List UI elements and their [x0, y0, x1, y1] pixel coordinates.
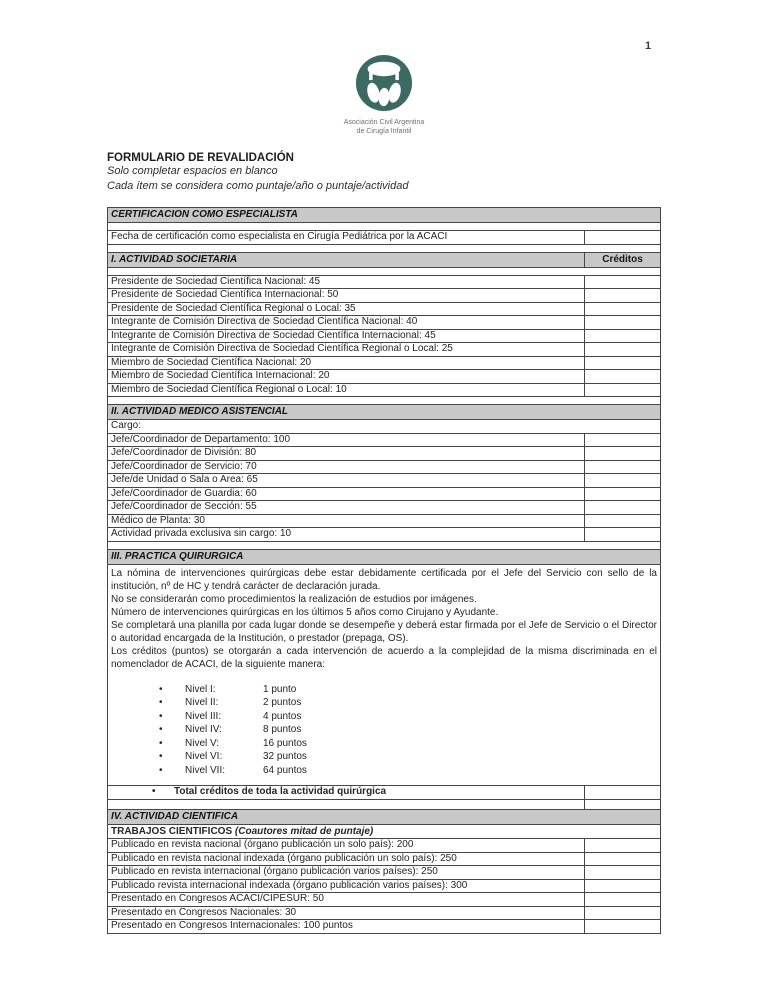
credit-input-cell[interactable]	[584, 786, 660, 799]
row-label: Publicado en revista nacional (órgano publicación un solo país): 200	[111, 839, 414, 850]
credit-input-cell[interactable]	[584, 447, 660, 460]
form-row	[108, 893, 660, 907]
row-label: Actividad privada exclusiva sin cargo: 10	[111, 528, 292, 539]
nivel-item	[111, 764, 657, 778]
form-row	[108, 474, 660, 488]
credit-input-cell[interactable]	[584, 461, 660, 474]
row-label: Integrante de Comisión Directiva de Sociedad Científica Nacional: 40	[111, 316, 418, 327]
bullet-icon: •	[159, 697, 163, 708]
total-creditos-row	[108, 786, 660, 800]
nivel-label: Nivel II:	[185, 697, 219, 708]
row-label: Publicado en revista nacional indexada (órgano publicación un solo país): 250	[111, 852, 457, 864]
acaci-logo-icon	[355, 54, 413, 117]
subheader-label-cell	[108, 825, 660, 839]
credit-input-cell[interactable]	[584, 357, 660, 370]
spacer-row	[108, 223, 660, 231]
document-title: FORMULARIO DE REVALIDACIÓN	[107, 152, 294, 164]
form-row	[108, 343, 660, 357]
practica-quirurgica-text	[108, 565, 660, 787]
credit-input-cell[interactable]	[584, 384, 660, 397]
credit-input-cell[interactable]	[584, 853, 660, 866]
row-label: Presidente de Sociedad Científica Nacional: 45	[111, 275, 321, 287]
practica-paragraph: No se considerarán como procedimientos la realización de estudios por imágenes.	[111, 593, 477, 605]
nivel-label: Nivel VII:	[185, 764, 226, 776]
form-row	[108, 384, 660, 398]
form-row	[108, 289, 660, 303]
logo-block	[0, 54, 768, 136]
credit-input-cell[interactable]	[584, 920, 660, 933]
form-row	[108, 447, 660, 461]
section-header-actividad-medico	[108, 405, 660, 420]
section-header-label: I. ACTIVIDAD SOCIETARIA	[111, 253, 238, 265]
subheader-bold-text: TRABAJOS CIENTIFICOS	[111, 825, 235, 837]
empty-form-row	[108, 800, 660, 810]
nivel-label: Nivel IV:	[185, 724, 222, 735]
form-row	[108, 316, 660, 330]
row-label: Jefe/de Unidad o Sala o Area: 65	[111, 474, 258, 485]
credit-input-cell[interactable]	[584, 501, 660, 514]
trabajos-cientificos-subheader	[108, 825, 660, 840]
nivel-item	[111, 723, 657, 737]
practica-paragraph: Los créditos (puntos) se otorgarán a cada intervención de acuerdo a la complejidad de la misma discriminada en el nomenclador de ACACI, de la siguiente manera:	[111, 645, 657, 670]
row-label: Cargo:	[111, 420, 142, 431]
form-row	[108, 303, 660, 317]
form-row	[108, 839, 660, 853]
row-label: Jefe/Coordinador de Departamento: 100	[111, 433, 291, 445]
spacer-row	[108, 268, 660, 276]
credit-input-cell[interactable]	[584, 231, 660, 244]
form-row	[108, 907, 660, 921]
credit-input-cell[interactable]	[584, 880, 660, 893]
row-label: Miembro de Sociedad Científica Internacional: 20	[111, 370, 330, 381]
credit-input-cell[interactable]	[584, 488, 660, 501]
section-header-actividad-cientifica	[108, 810, 660, 825]
form-row	[108, 330, 660, 344]
bullet-icon: •	[159, 737, 163, 749]
logo-caption	[344, 119, 425, 136]
section-header-practica-quirurgica	[108, 550, 660, 565]
page-number: 1	[645, 40, 652, 52]
nivel-label: Nivel VI:	[185, 751, 223, 762]
spacer-row	[108, 245, 660, 253]
section-header-label: IV. ACTIVIDAD CIENTIFICA	[111, 810, 239, 822]
bullet-icon: •	[152, 786, 156, 797]
nivel-item	[111, 683, 657, 697]
document-note-2: Cada ítem se considera como puntaje/año o puntaje/actividad	[107, 180, 409, 192]
nivel-points: 16 puntos	[263, 737, 307, 749]
nivel-label: Nivel V:	[185, 737, 220, 749]
section-header-label: CERTIFICACION COMO ESPECIALISTA	[111, 209, 298, 220]
form-row	[108, 853, 660, 867]
credit-input-cell[interactable]	[584, 866, 660, 879]
section-header-certificacion	[108, 208, 660, 223]
row-label: Presidente de Sociedad Científica Internacional: 50	[111, 289, 339, 300]
form-row	[108, 880, 660, 894]
form-row	[108, 488, 660, 502]
credit-input-cell[interactable]	[584, 370, 660, 383]
logo-caption-line2: de Cirugía Infantil	[356, 127, 412, 135]
practica-paragraph: Se completará una planilla por cada lugar donde se desempeñe y deberá estar firmada por el Jefe de Servicio o el Director o autoridad encargada de la Institución, o prestador (prepaga, OS).	[111, 619, 657, 644]
row-label: Presentado en Congresos ACACI/CIPESUR: 50	[111, 893, 324, 904]
nivel-points-list	[111, 683, 657, 778]
document-content	[107, 152, 661, 934]
row-label: Publicado revista internacional indexada (órgano publicación varios países): 300	[111, 879, 468, 891]
credit-input-cell[interactable]	[584, 316, 660, 329]
section-header-label: II. ACTIVIDAD MEDICO ASISTENCIAL	[111, 406, 289, 417]
form-row	[108, 434, 660, 448]
credit-input-cell[interactable]	[584, 528, 660, 541]
bullet-icon: •	[159, 751, 163, 762]
subheader-italic-text: (Coautores mitad de puntaje)	[234, 825, 374, 837]
cargo-row	[108, 420, 660, 434]
nivel-label: Nivel III:	[185, 710, 222, 722]
spacer-row	[108, 542, 660, 550]
row-label: Jefe/Coordinador de Guardia: 60	[111, 487, 257, 499]
row-label: Médico de Planta: 30	[111, 514, 205, 526]
form-row	[108, 357, 660, 371]
row-label: Jefe/Coordinador de Servicio: 70	[111, 460, 257, 472]
credit-input-cell[interactable]	[584, 343, 660, 356]
credit-input-cell[interactable]	[584, 303, 660, 316]
section-header-actividad-societaria	[108, 253, 660, 268]
nivel-label: Nivel I:	[185, 683, 216, 695]
credit-input-cell[interactable]	[584, 839, 660, 852]
credit-input-cell[interactable]	[584, 515, 660, 528]
form-row	[108, 370, 660, 384]
spacer-row	[108, 397, 660, 405]
nivel-item	[111, 737, 657, 751]
row-label: Jefe/Coordinador de División: 80	[111, 447, 257, 458]
credit-input-cell[interactable]	[584, 800, 660, 809]
document-note-1: Solo completar espacios en blanco	[107, 165, 278, 177]
credit-input-cell[interactable]	[584, 276, 660, 289]
row-label: Miembro de Sociedad Científica Nacional: 20	[111, 356, 312, 368]
practica-paragraph: Número de intervenciones quirúrgicas en los últimos 5 años como Cirujano y Ayudante.	[111, 606, 499, 618]
nivel-item	[111, 750, 657, 764]
form-row	[108, 515, 660, 529]
credit-input-cell[interactable]	[584, 907, 660, 920]
credit-input-cell[interactable]	[584, 434, 660, 447]
nivel-points: 8 puntos	[263, 724, 302, 735]
row-label: Integrante de Comisión Directiva de Sociedad Científica Regional o Local: 25	[111, 343, 453, 354]
form-row	[108, 231, 660, 245]
row-label: Publicado en revista internacional (órgano publicación varios países): 250	[111, 866, 438, 877]
form-row	[108, 501, 660, 515]
credit-input-cell[interactable]	[584, 289, 660, 302]
logo-caption-line1: Asociación Civil Argentina	[343, 119, 425, 126]
form-row	[108, 920, 660, 933]
revalidation-form-table	[107, 207, 661, 934]
credits-column-header: Créditos	[584, 253, 660, 267]
nivel-points: 64 puntos	[263, 764, 307, 776]
section-header-label: III. PRACTICA QUIRURGICA	[111, 550, 244, 562]
row-label: Presentado en Congresos Nacionales: 30	[111, 906, 297, 918]
nivel-points: 1 punto	[263, 683, 297, 695]
total-creditos-label-cell	[108, 786, 584, 799]
bullet-icon: •	[159, 724, 163, 735]
credit-input-cell[interactable]	[584, 893, 660, 906]
row-label: Integrante de Comisión Directiva de Sociedad Científica Internacional: 45	[111, 329, 436, 341]
nivel-item	[111, 710, 657, 724]
credit-input-cell[interactable]	[584, 474, 660, 487]
row-label: Miembro de Sociedad Científica Regional o Local: 10	[111, 383, 347, 395]
nivel-item	[111, 696, 657, 710]
row-label: Jefe/Coordinador de Sección: 55	[111, 501, 257, 512]
row-label	[108, 800, 584, 809]
row-label: Fecha de certificación como especialista en Cirugía Pediátrica por la ACACI	[111, 231, 448, 242]
form-row	[108, 866, 660, 880]
form-row	[108, 461, 660, 475]
row-label: Presentado en Congresos Internacionales: 100 puntos	[111, 920, 353, 931]
bullet-icon: •	[159, 764, 163, 776]
practica-paragraph: La nómina de intervenciones quirúrgicas debe estar debidamente certificada por el Jefe del Servicio con sello de la institución, nº de HC y tendrá carácter de declaración jurada.	[111, 567, 657, 592]
total-creditos-label: Total créditos de toda la actividad quirúrgica	[174, 786, 387, 797]
nivel-points: 4 puntos	[263, 710, 302, 722]
nivel-points: 2 puntos	[263, 697, 302, 708]
credit-input-cell[interactable]	[584, 330, 660, 343]
nivel-points: 32 puntos	[263, 751, 307, 762]
form-row	[108, 276, 660, 290]
bullet-icon: •	[159, 710, 163, 722]
bullet-icon: •	[159, 683, 163, 695]
form-row	[108, 528, 660, 542]
row-label: Presidente de Sociedad Científica Regional o Local: 35	[111, 302, 356, 314]
